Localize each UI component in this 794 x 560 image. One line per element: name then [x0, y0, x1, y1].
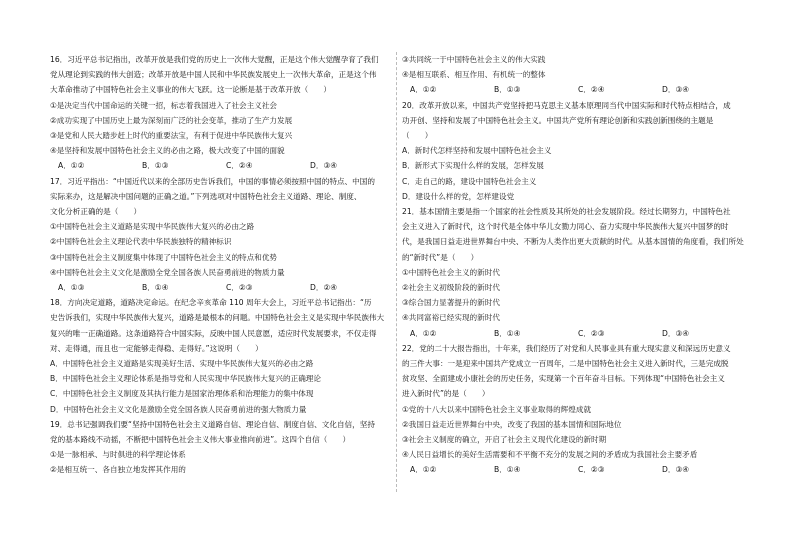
option-item: ①党的十八大以来中国特色社会主义事业取得的辉煌成就	[402, 404, 592, 414]
question-16	[50, 52, 398, 174]
answer-choices	[402, 82, 750, 97]
choice-d: D．③④	[662, 465, 690, 475]
question-text: 18．方向决定道路，道路决定命运。在纪念辛亥革命 110 周年大会上，习近平总书记指出：“历	[50, 298, 372, 308]
question-text: 22．党的二十大报告指出，十年来，我们经历了对党和人民事业具有重大现实意义和深远历史意义	[402, 343, 731, 353]
option-item: ②社会主义初级阶段的新时代	[402, 283, 500, 293]
option-item: ④是坚持和发展中国特色社会主义的必由之路，极大改变了中国的面貌	[50, 146, 285, 156]
question-text: 进入新时代”的是（ ）	[402, 389, 490, 399]
option-item: C．中国特色社会主义制度及其执行能力是国家治理体系和治理能力的集中体现	[50, 389, 314, 399]
option-item: D．中国特色社会主义文化是激励全党全国各族人民奋勇前进的强大物质力量	[50, 404, 307, 414]
question-text: 21．基本国情主要是指一个国家的社会性质及其所处的社会发展阶段。经过长期努力，中国特色社	[402, 207, 731, 217]
option-item: B．中国特色社会主义理论体系是指导党和人民实现中华民族伟大复兴的正确理论	[50, 374, 321, 384]
option-item: ②我国日益走近世界舞台中央，改变了我国的基本国情和国际地位	[402, 419, 622, 429]
option-item: ①是一脉相承、与时俱进的科学理论体系	[50, 450, 186, 460]
option-item: ④中国特色社会主义文化是激励全党全国各族人民奋勇前进的物质力量	[50, 267, 285, 277]
question-text: 复兴的唯一正确道路。这条道路符合中国实际，反映中国人民意愿，适应时代发展要求，不仅走得	[50, 328, 377, 338]
question-text: 的三件大事：一是迎来中国共产党成立一百周年，二是中国特色社会主义进入新时代，三是完成脱	[402, 359, 729, 369]
option-item: ③共同统一于中国特色社会主义的伟大实践	[402, 55, 546, 64]
answer-choices	[50, 158, 398, 173]
choice-a: A．①②	[58, 161, 85, 171]
choice-b: B．①④	[142, 283, 169, 293]
option-item: ③综合国力显著提升的新时代	[402, 298, 500, 308]
question-19	[50, 417, 398, 478]
choice-a: A．①②	[410, 85, 437, 95]
question-text: 实际来办，这是解决中国问题的正确之道。”下列选项对中国特色社会主义道路、理论、制度、	[50, 191, 362, 201]
question-text: 对、走得通，而且也一定能够走得稳、走得好。”这说明（ ）	[50, 343, 263, 353]
choice-a: A．①③	[58, 283, 85, 293]
choice-c: C．②③	[578, 465, 605, 475]
question-text: 17．习近平指出：“中国近代以来的全部历史告诉我们，中国的事情必须按照中国的特点、中国的	[50, 176, 375, 186]
question-text: 20．改革开放以来，中国共产党坚持把马克思主义基本原理同当代中国实际和时代特点相结合，成	[402, 100, 731, 110]
option-item: ①中国特色社会主义的新时代	[402, 267, 500, 277]
question-text: 党从理论到实践的伟大创造；改革开放是中国人民和中华民族发展史上一次伟大革命，正是这个伟	[50, 70, 377, 80]
choice-b: B．①④	[494, 465, 521, 475]
question-text: 19．总书记强调我们要“坚持中国特色社会主义道路自信、理论自信、制度自信、文化自信，坚持	[50, 419, 375, 429]
question-text: 文化分析正确的是（ ）	[50, 207, 142, 217]
question-18	[50, 295, 398, 417]
choice-b: B．①③	[494, 85, 521, 95]
option-item: B．新形式下实现什么样的发展，怎样发展	[402, 161, 544, 171]
option-item: A．新时代怎样坚持和发展中国特色社会主义	[402, 146, 552, 156]
choice-c: C．②④	[578, 85, 605, 95]
question-19-continued	[402, 52, 750, 98]
choice-d: D．③④	[662, 328, 690, 338]
choice-c: C．②③	[578, 328, 605, 338]
right-column	[402, 52, 750, 478]
question-text: 贫攻坚、全面建成小康社会的历史任务，实现第一个百年奋斗目标。下列体现“中国特色社会主义	[402, 374, 725, 384]
answer-choices	[402, 462, 750, 477]
question-text: 党的基本路线不动摇，不断把中国特色社会主义伟大事业推向前进”。这四个自信（ ）	[50, 435, 351, 445]
choice-b: B．①④	[494, 328, 521, 338]
option-item: ③中国特色社会主义制度集中体现了中国特色社会主义的特点和优势	[50, 252, 278, 262]
option-item: ②是相互统一、各自独立地发挥其作用的	[50, 465, 186, 475]
question-17	[50, 174, 398, 296]
choice-b: B．①③	[142, 161, 169, 171]
question-text: 会主义进入了新时代，这个时代是全体中华儿女勠力同心、奋力实现中华民族伟大复兴中国梦的时	[402, 222, 729, 232]
choice-d: D．③④	[662, 85, 690, 95]
left-column	[50, 52, 398, 478]
question-text: 史告诉我们，实现中华民族伟大复兴，道路是最根本的问题。中国特色社会主义是实现中华民族伟大	[50, 313, 385, 323]
choice-a: A．①②	[410, 328, 437, 338]
question-22	[402, 341, 750, 478]
answer-choices	[402, 326, 750, 341]
option-item: ①中国特色社会主义道路是实现中华民族伟大复兴的必由之路	[50, 222, 255, 232]
choice-c: C．②③	[226, 283, 253, 293]
option-item: ①是决定当代中国命运的关键一招，标志着我国进入了社会主义社会	[50, 100, 278, 110]
option-item: A．中国特色社会主义道路是实现美好生活、实现中华民族伟大复兴的必由之路	[50, 359, 314, 369]
option-item: ②成功实现了中国历史上最为深刻而广泛的社会变革，推动了生产力发展	[50, 115, 293, 125]
question-20	[402, 98, 750, 204]
question-text: 大革命推动了中国特色社会主义事业的伟大飞跃。这一论断是基于改革开放（ ）	[50, 85, 331, 95]
answer-choices	[50, 280, 398, 295]
option-item: ④是相互联系、相互作用、有机统一的整体	[402, 70, 546, 80]
choice-a: A．①②	[410, 465, 437, 475]
question-text: 的“新时代”是（ ）	[402, 252, 479, 262]
choice-d: D．②④	[310, 283, 338, 293]
question-text: 16．习近平总书记指出，改革开放是我们党的历史上一次伟大觉醒，正是这个伟大觉醒孕育了我们	[50, 55, 379, 64]
question-21	[402, 204, 750, 341]
option-item: D．建设什么样的党，怎样建设党	[402, 191, 515, 201]
option-item: ④共同富裕已经实现的新时代	[402, 313, 500, 323]
question-text: 代，是我国日益走进世界舞台中央、不断为人类作出更大贡献的时代。从基本国情的角度看，我们所处	[402, 237, 744, 247]
option-item: ④人民日益增长的美好生活需要和不平衡不充分的发展之间的矛盾成为我国社会主要矛盾	[402, 450, 698, 460]
option-item: ②中国特色社会主义理论代表中华民族独特的精神标识	[50, 237, 232, 247]
question-text: （ ）	[402, 131, 433, 141]
choice-c: C．②④	[226, 161, 253, 171]
option-item: ③是党和人民大踏步赶上时代的重要法宝，有利于促进中华民族伟大复兴	[50, 131, 293, 141]
question-text: 功开创、坚持和发展了中国特色社会主义。中国共产党所有理论创新和实践创新围绕的主题是	[402, 115, 714, 125]
option-item: ③社会主义制度的确立，开启了社会主义现代化建设的新时期	[402, 435, 607, 445]
option-item: C．走自己的路，建设中国特色社会主义	[402, 176, 537, 186]
choice-d: D．③④	[310, 161, 338, 171]
